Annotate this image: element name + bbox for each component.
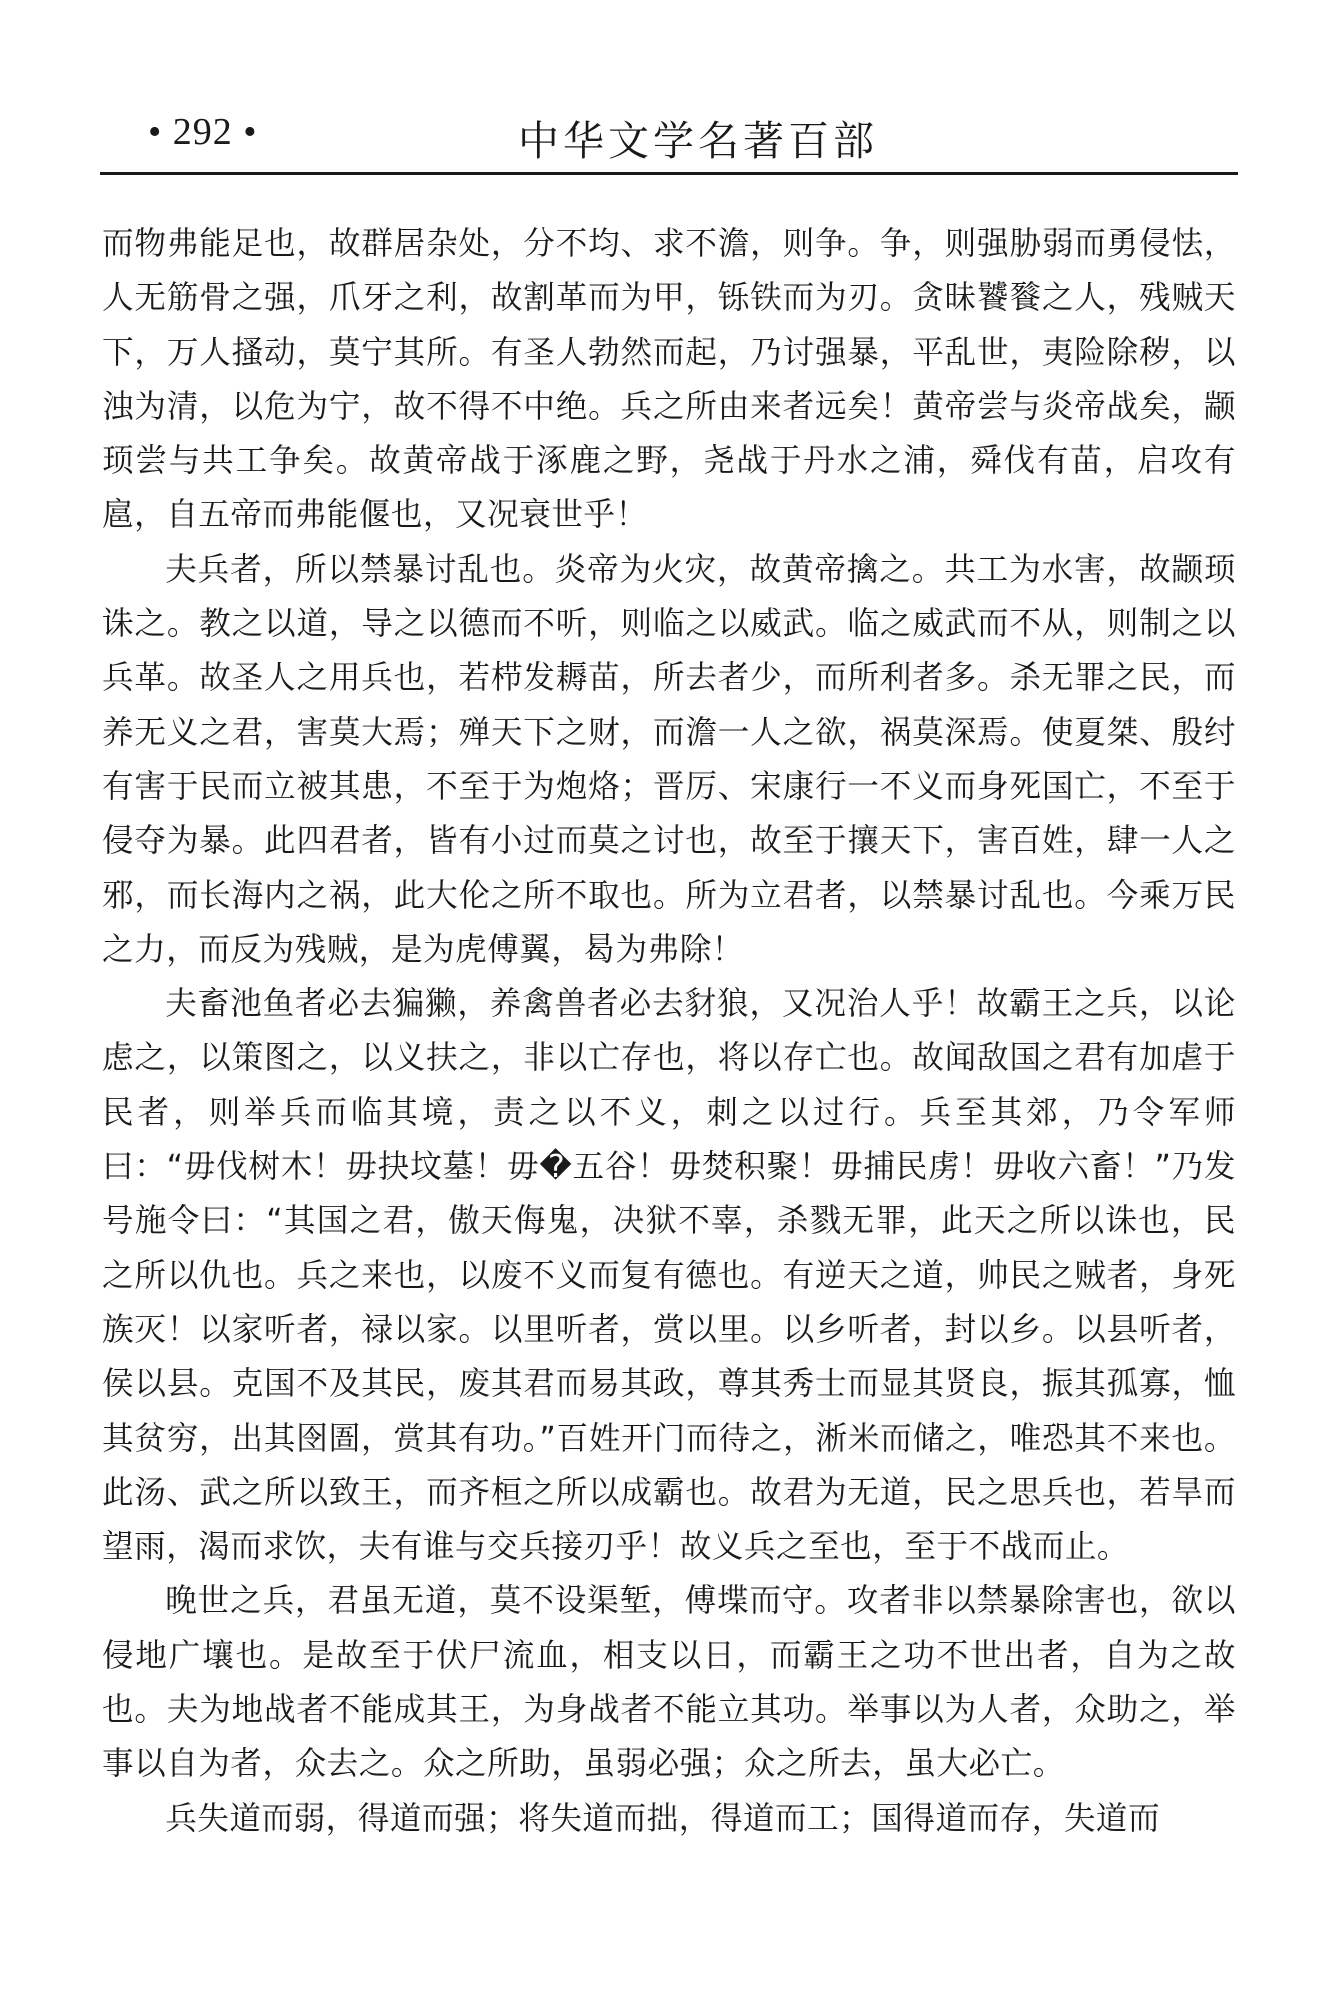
paragraph-2: 夫兵者，所以禁暴讨乱也。炎帝为火灾，故黄帝擒之。共工为水害，故颛顼诛之。教之以道，导之以德而不听，则临之以威武。临之威武而不从，则制之以兵革。故圣人之用兵也，若栉发耨苗，所去者少，而所利者多。杀无罪之民，而养无义之君，害莫大焉；殚天下之财，而澹一人之欲，祸莫深焉。使夏桀、殷纣有害于民而立被其患，不至于为炮烙；晋厉、宋康行一不义而身死国亡，不至于侵夺为暴。此四君者，皆有小过而莫之讨也，故至于攘天下，害百姓，肆一人之邪，而长海内之祸，此大伦之所不取也。所为立君者，以禁暴讨乱也。今乘万民之力，而反为残贼，是为虎傅翼，曷为弗除！ — [102, 551, 1236, 968]
paragraph-3: 夫畜池鱼者必去猵獭，养禽兽者必去豺狼，又况治人乎！故霸王之兵，以论虑之，以策图之，以义扶之，非以亡存也，将以存亡也。故闻敌国之君有加虐于民者，则举兵而临其境，责之以不义，刺之以过行。兵至其郊，乃令军师曰：“毋伐树木！毋抉坟墓！毋�五谷！毋焚积聚！毋捕民虏！毋收六畜！”乃发号施令曰：“其国之君，傲天侮鬼，决狱不辜，杀戮无罪，此天之所以诛也，民之所以仇也。兵之来也，以废不义而复有德也。有逆天之道，帅民之贼者，身死族灭！以家听者，禄以家。以里听者，赏以里。以乡听者，封以乡。以县听者，侯以县。克国不及其民，废其君而易其政，尊其秀士而显其贤良，振其孤寡，恤其贫穷，出其囹圄，赏其有功。”百姓开门而待之，淅米而储之，唯恐其不来也。此汤、武之所以致王，而齐桓之所以成霸也。故君为无道，民之思兵也，若旱而望雨，渴而求饮，夫有谁与交兵接刃乎！故义兵之至也，至于不战而止。 — [102, 986, 1236, 1566]
paragraph-5: 兵失道而弱，得道而强；将失道而拙，得道而工；国得道而存，失道而 — [165, 1800, 1161, 1837]
paragraph-4: 晚世之兵，君虽无道，莫不设渠堑，傅堞而守。攻者非以禁暴除害也，欲以侵地广壤也。是故至于伏尸流血，相支以日，而霸王之功不世出者，自为之故也。夫为地战者不能成其王，为身战者不能立其功。举事以为人者，众助之，举事以自为者，众去之。众之所助，虽弱必强；众之所去，虽大必亡。 — [102, 1583, 1236, 1783]
page-number: • 292 • — [148, 111, 258, 153]
book-title: 中华文学名著百部 — [518, 117, 878, 165]
page-header — [100, 108, 1238, 172]
body-text — [102, 217, 1236, 1846]
paragraph-1: 而物弗能足也，故群居杂处，分不均、求不澹，则争。争，则强胁弱而勇侵怯，人无筋骨之强，爪牙之利，故割革而为甲，铄铁而为刃。贪昧饕餮之人，残贼天下，万人搔动，莫宁其所。有圣人勃然而起，乃讨强暴，平乱世，夷险除秽，以浊为清，以危为宁，故不得不中绝。兵之所由来者远矣！黄帝尝与炎帝战矣，颛顼尝与共工争矣。故黄帝战于涿鹿之野，尧战于丹水之浦，舜伐有苗，启攻有扈，自五帝而弗能偃也，又况衰世乎！ — [102, 226, 1236, 534]
header-rule — [100, 172, 1238, 175]
